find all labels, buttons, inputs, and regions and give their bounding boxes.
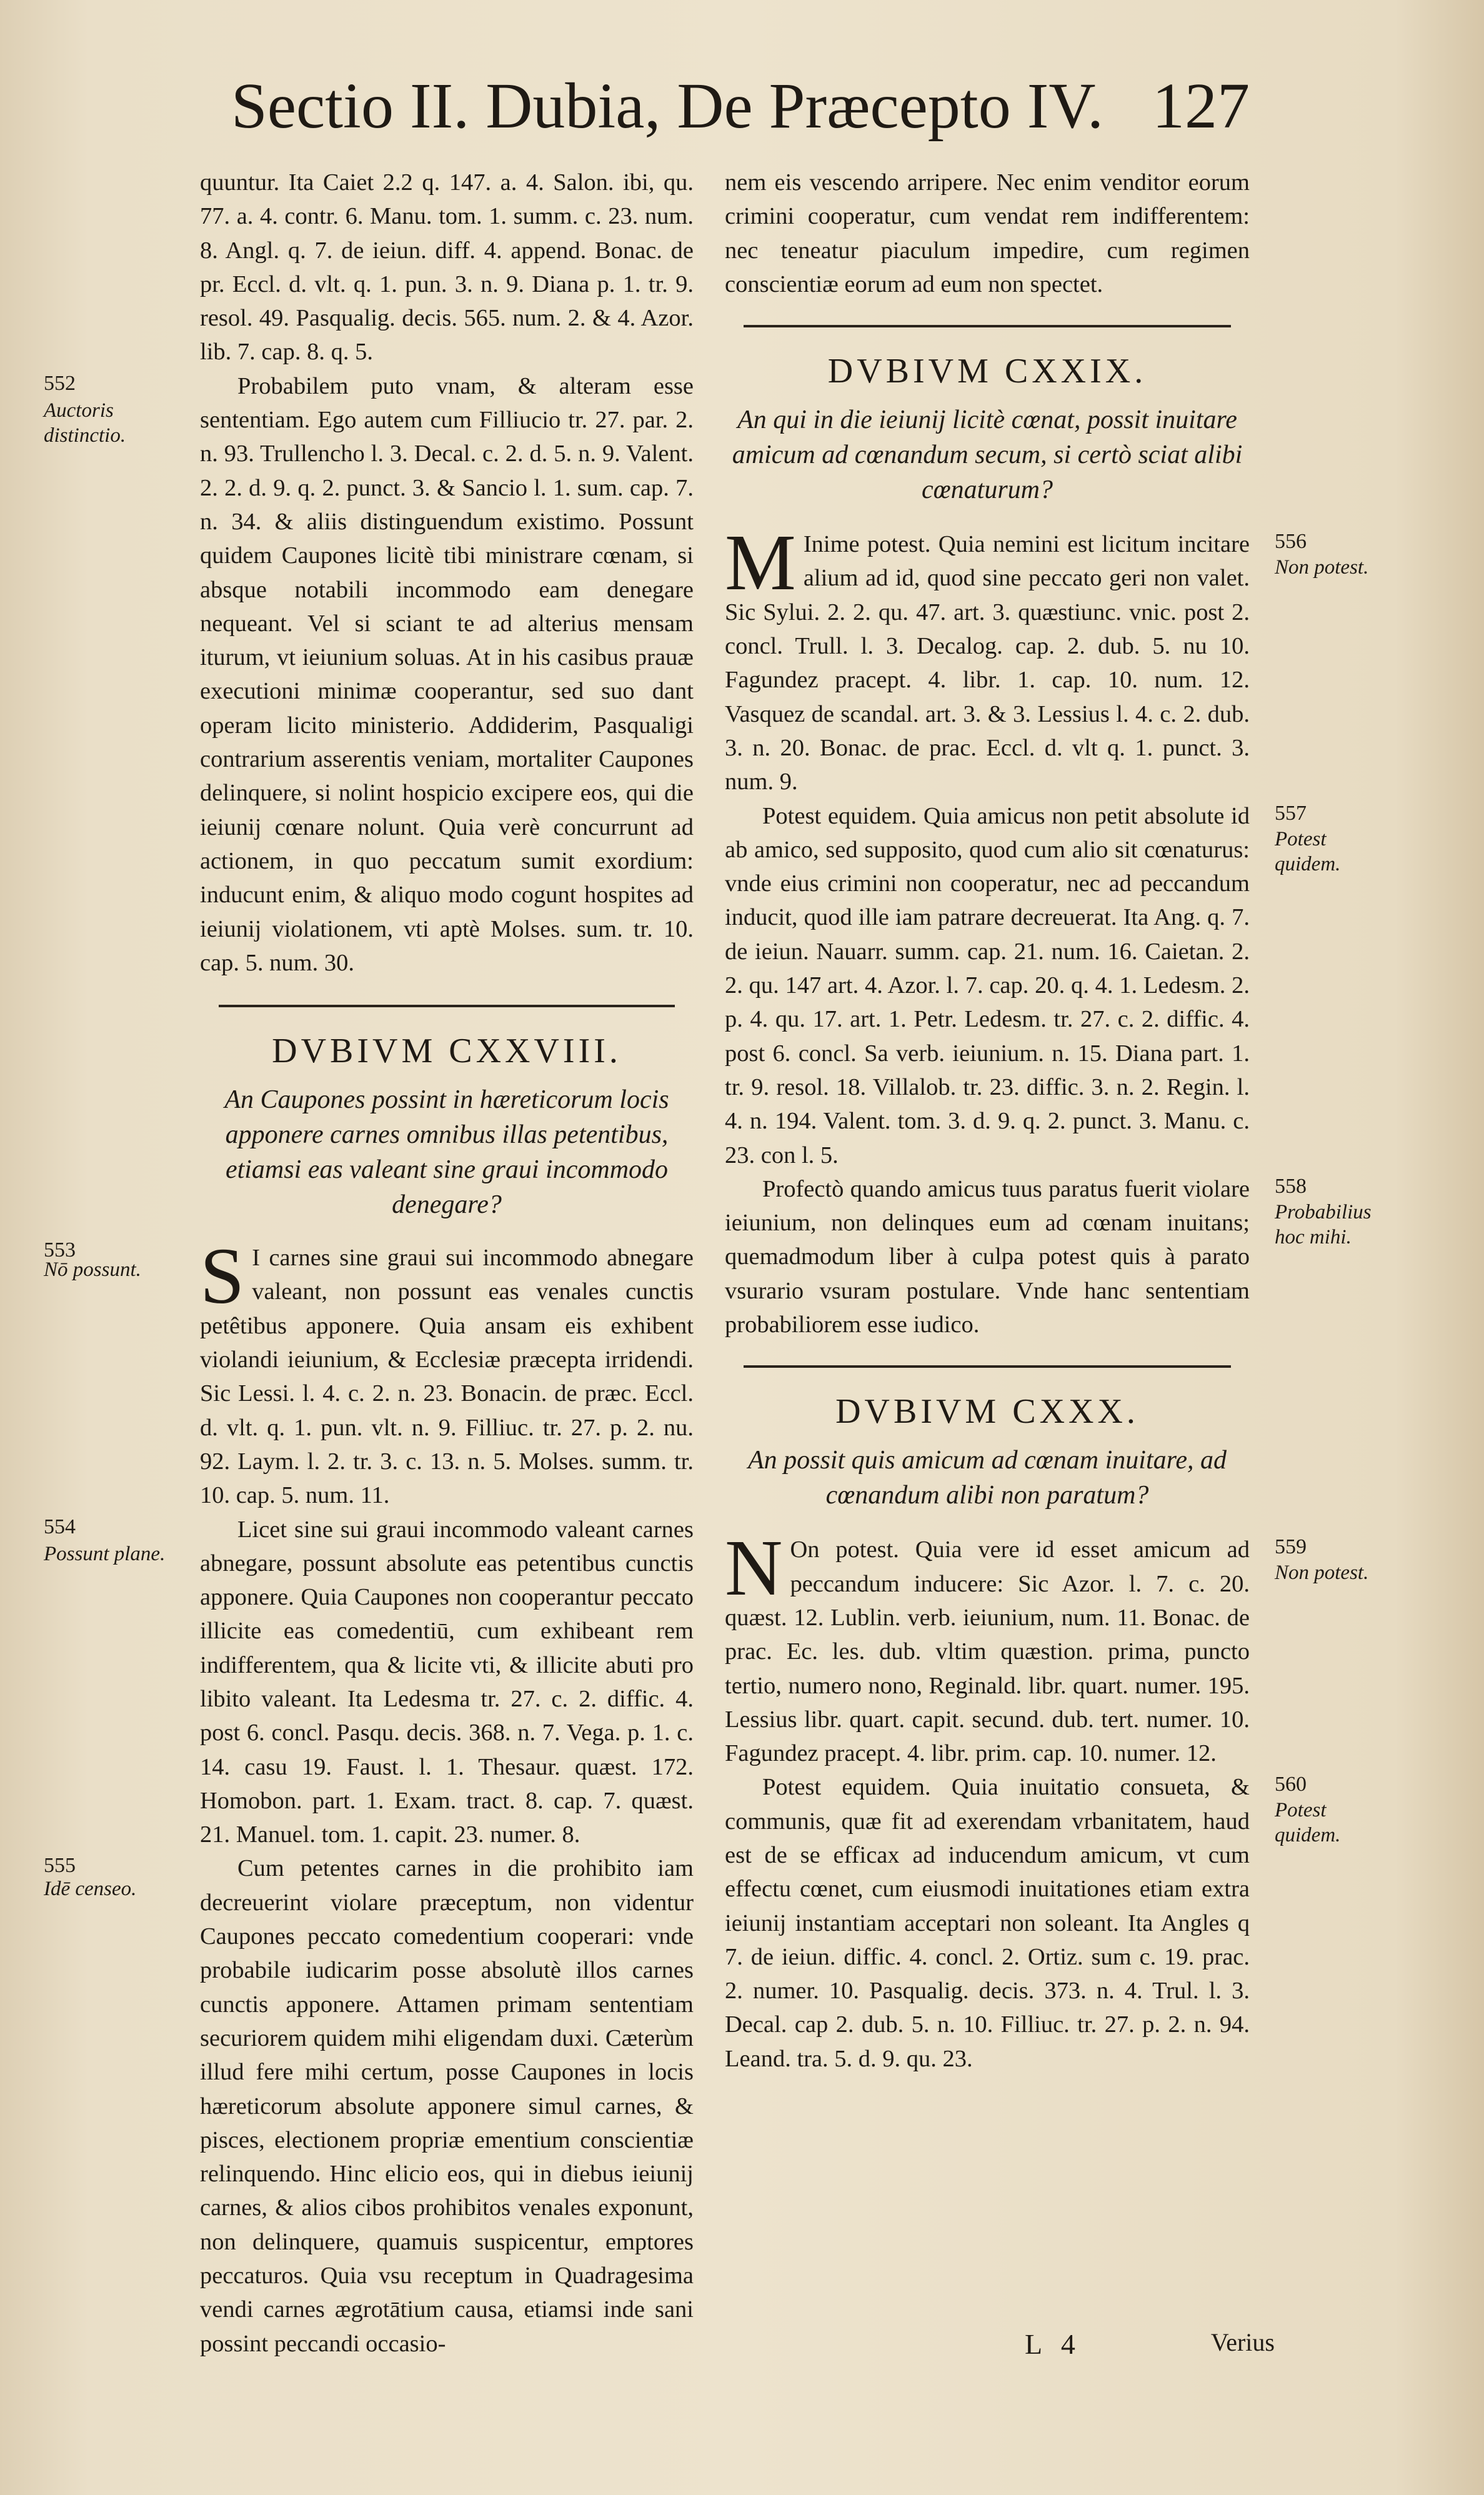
- paragraph-556: Inime potest. Quia nemini est licitum incitare alium ad id, quod sine peccato geri non valet. Sic Sylui. 2. 2. qu. 47. art. 3. quæstiunc. vnic. post 2. concl. Trull. l. 3. Decalog. cap. 2. dub. 5. nu 10. Fagundez pracept. 4. libr. 1. cap. 10. num. 12. Vasquez de scandal. art. 3. & 3. Lessius l. 4. c. 2. dub. 3. n. 20. Bonac. de prac. Eccl. d. vlt q. 1. punct. 3. num. 9.: [725, 531, 1250, 795]
- margin-note-556: Non potest.: [1275, 556, 1369, 579]
- margin-note-558: Probabilius hoc mihi.: [1275, 1200, 1372, 1248]
- running-head: [231, 70, 1250, 142]
- margin-note-555: Idē censeo.: [44, 1878, 137, 1901]
- margin-note-553: Nō possunt.: [44, 1258, 141, 1282]
- margin-number-555: 555: [44, 1854, 76, 1878]
- paragraph-554: Licet sine sui graui incommodo valeant carnes abnegare, possunt absolute eas petentibus cunctis apponere. Quia Caupones non cooperantur peccato illicite eas comedentiū, cum exhibeant rem indifferentem, qua & licite vti, & illicite abuti pro libito valeant. Ita Ledesma tr. 27. c. 2. diffic. 4. post 6. concl. Pasqu. decis. 368. n. 7. Vega. p. 1. c. 14. casu 19. Faust. l. 1. Thesaur. quæst. 172. Homobon. part. 1. Exam. tract. 8. cap. 7. quæst. 21. Manuel. tom. 1. capit. 23. numer. 8.: [200, 1516, 694, 1848]
- paragraph-560: Potest equidem. Quia inuitatio consueta, & communis, quæ fit ad exerendam vrbanitatem, haud est de se efficax ad inducendum amicum, vt cum effectu cœnet, cum eiusmodi inuitationes etiam extra ieiunij instantiam acceptari non soleant. Ita Angles q 7. de ieiun. diffic. 4. concl. 2. Ortiz. sum c. 19. prac. 2. numer. 10. Pasqualig. decis. 373. n. 4. Trul. l. 3. Decal. cap 2. dub. 5. n. 10. Filliuc. tr. 27. p. 2. n. 94. Leand. tra. 5. d. 9. qu. 23.: [725, 1774, 1250, 2072]
- page-title: Sectio II. Dubia, De Præcepto IV.: [231, 70, 1104, 142]
- left-column: [44, 166, 694, 2361]
- margin-note-560: Potest quidem.: [1275, 1799, 1341, 1847]
- paragraph-560-block: [725, 1770, 1341, 2076]
- question-128: An Caupones possint in hæreticorum locis apponere carnes omnibus illas petentibus, etiamsi eas valeant sine graui incommodo denegare?: [224, 1085, 669, 1220]
- paragraph-554-block: [44, 1513, 694, 1852]
- drop-cap: M: [725, 518, 796, 607]
- drop-cap: N: [725, 1523, 783, 1613]
- margin-number-560: 560: [1275, 1773, 1307, 1796]
- paragraph-556-block: [725, 518, 1369, 799]
- paragraph-559: On potest. Quia vere id esset amicum ad peccandum inducere: Sic Azor. l. 7. c. 20. quæst. 12. Lublin. verb. ieiunium, num. 11. Bonac. de prac. Ec. les. dub. vltim quæstion. prima, puncto tertio, numero nono, Reginald. libr. quart. numer. 195. Lessius libr. quart. capit. secund. dub. tert. numer. 10. Fagundez pracept. 4. libr. prim. cap. 10. numer. 12.: [725, 1536, 1250, 1767]
- right-column: [725, 166, 1372, 2076]
- margin-number-558: 558: [1275, 1174, 1307, 1198]
- margin-number-554: 554: [44, 1515, 76, 1538]
- catchword: Verius: [1210, 2328, 1275, 2356]
- paragraph-558-block: [725, 1172, 1372, 1342]
- dubium-heading-129: DVBIVM CXXIX.: [827, 352, 1147, 391]
- margin-number-559: 559: [1275, 1535, 1307, 1559]
- page-footer: [1018, 2328, 1275, 2361]
- paragraph-553-block: [44, 1232, 694, 1512]
- margin-note-554: Possunt plane.: [44, 1542, 166, 1565]
- margin-number-553: 553: [44, 1238, 76, 1262]
- paragraph-555-block: [44, 1851, 694, 2360]
- signature-mark: L 4: [1025, 2328, 1082, 2360]
- margin-note-557: Potest quidem.: [1275, 827, 1341, 875]
- paragraph-555: Cum petentes carnes in die prohibito iam decreuerint violare præceptum, non videntur Caupones peccato comedentium cooperari: vnde probabile iudicarim posse absolutè illos carnes cunctis apponere. Attamen primam sententiam securiorem quidem mihi eligendam duxi. Cæterùm illud fere mihi certum, posse Caupones in locis hæreticorum absolute apponere simul carnes, & pisces, electionem propriæ ementium conscientiæ relinquendo. Hinc elicio eos, qui in diebus ieiunij carnes, & alios cibos prohibitos venales exponunt, non delinquere, quamuis suspicentur, emptores peccaturos. Quia vsu receptum in Quadragesima vendi carnes ægrotātium causa, etiamsi inde sani possint peccandi occasio-: [200, 1855, 694, 2357]
- question-129: An qui in die ieiunij licitè cœnat, possit inuitare amicum ad cœnandum secum, si certò sciat alibi cœnaturum?: [732, 406, 1243, 505]
- page-number: 127: [1152, 70, 1250, 142]
- margin-note-552: Auctoris distinctio.: [44, 399, 126, 447]
- paragraph-continuation-right: nem eis vescendo arripere. Nec enim venditor eorum crimini cooperatur, cum vendat rem indifferentem: nec teneatur piaculum impedire, cum regimen conscientiæ eorum ad eum non spectet.: [725, 169, 1250, 297]
- dubium-heading-128: DVBIVM CXXVIII.: [272, 1032, 622, 1071]
- paragraph-558: Profectò quando amicus tuus paratus fuerit violare ieiunium, non delinques eum ad cœnam inuitans; quemadmodum liber à culpa potest quis à parato vsurario vsuram postulare. Vnde hanc sententiam probabiliorem esse iudico.: [725, 1175, 1250, 1338]
- paragraph-559-block: [725, 1523, 1369, 1770]
- question-130: An possit quis amicum ad cœnam inuitare, ad cœnandum alibi non paratum?: [747, 1446, 1227, 1510]
- paragraph-557: Potest equidem. Quia amicus non petit absolute id ab amico, sed supposito, quod cum alio sit cœnaturus: vnde eius crimini non cooperatur, nec ad peccandum inducit, quod ille iam patrare decreuerat. Ita Ang. q. 7. de ieiun. Nauarr. summ. cap. 21. num. 16. Caietan. 2. 2. qu. 147 art. 4. Azor. l. 7. cap. 20. q. 4. 1. Ledesm. 2. p. 4. qu. 17. art. 1. Petr. Ledesm. tr. 27. c. 2. diffic. 4. post 6. concl. Sa verb. ieiunium. n. 15. Diana part. 1. tr. 9. resol. 18. Villalob. tr. 23. diffic. 3. n. 2. Regin. l. 4. n. 194. Valent. tom. 3. d. 9. q. 2. punct. 3. Manu. c. 23. con l. 5.: [725, 802, 1250, 1168]
- margin-number-552: 552: [44, 371, 76, 395]
- paragraph-continuation: quuntur. Ita Caiet 2.2 q. 147. a. 4. Salon. ibi, qu. 77. a. 4. contr. 6. Manu. tom. 1. summ. c. 23. num. 8. Angl. q. 7. de ieiun. diff. 4. append. Bonac. de pr. Eccl. d. vlt. q. 1. pun. 3. n. 9. Diana p. 1. tr. 9. resol. 49. Pasqualig. decis. 565. num. 2. & 4. Azor. lib. 7. cap. 8. q. 5.: [200, 169, 694, 366]
- paragraph-552: Probabilem puto vnam, & alteram esse sententiam. Ego autem cum Filliucio tr. 27. par. 2. n. 93. Trullencho l. 3. Decal. c. 2. d. 5. n. 9. Valent. 2. 2. d. 9. q. 2. punct. 3. & Sancio l. 1. sum. cap. 7. n. 34. & aliis distinguendum existimo. Possunt quidem Caupones licitè tibi ministrare cœnam, si absque notabili incommodo eam denegare nequeant. Vel si sciant te ad alterius mensam iturum, vt ieiunium soluas. At in his casibus prauæ executioni minimæ cooperantur, sed suo dant operam licito ministerio. Addiderim, Pasqualigi contrarium asserentis veniam, mortaliter Caupones delinquere, si nolint hospicio excipere eos, qui die ieiunij cœnare nolunt. Quia verè concurrunt ad actionem, in quo peccatum sumit exordium: inducunt enim, & aliquo modo cogunt hospites ad ieiunij violationem, vti aptè Molses. sum. tr. 10. cap. 5. num. 30.: [200, 372, 694, 976]
- paragraph-552-block: [44, 369, 694, 980]
- drop-cap: S: [200, 1232, 245, 1321]
- margin-number-556: 556: [1275, 530, 1307, 554]
- paragraph-557-block: [725, 799, 1341, 1172]
- paragraph-553: I carnes sine graui sui incommodo abnegare valeant, non possunt eas venales cunctis petêtibus apponere. Quia ansam eis exhibent violandi ieiunium, & Ecclesiæ præcepta irridendi. Sic Lessi. l. 4. c. 2. n. 23. Bonacin. de præc. Eccl. d. vlt. q. 1. pun. vlt. n. 9. Filliuc. tr. 27. p. 2. nu. 92. Laym. l. 2. tr. 3. c. 13. n. 5. Molses. summ. tr. 10. cap. 5. num. 11.: [200, 1245, 694, 1509]
- margin-note-559: Non potest.: [1275, 1561, 1369, 1585]
- margin-number-557: 557: [1275, 801, 1307, 825]
- dubium-heading-130: DVBIVM CXXX.: [835, 1392, 1139, 1432]
